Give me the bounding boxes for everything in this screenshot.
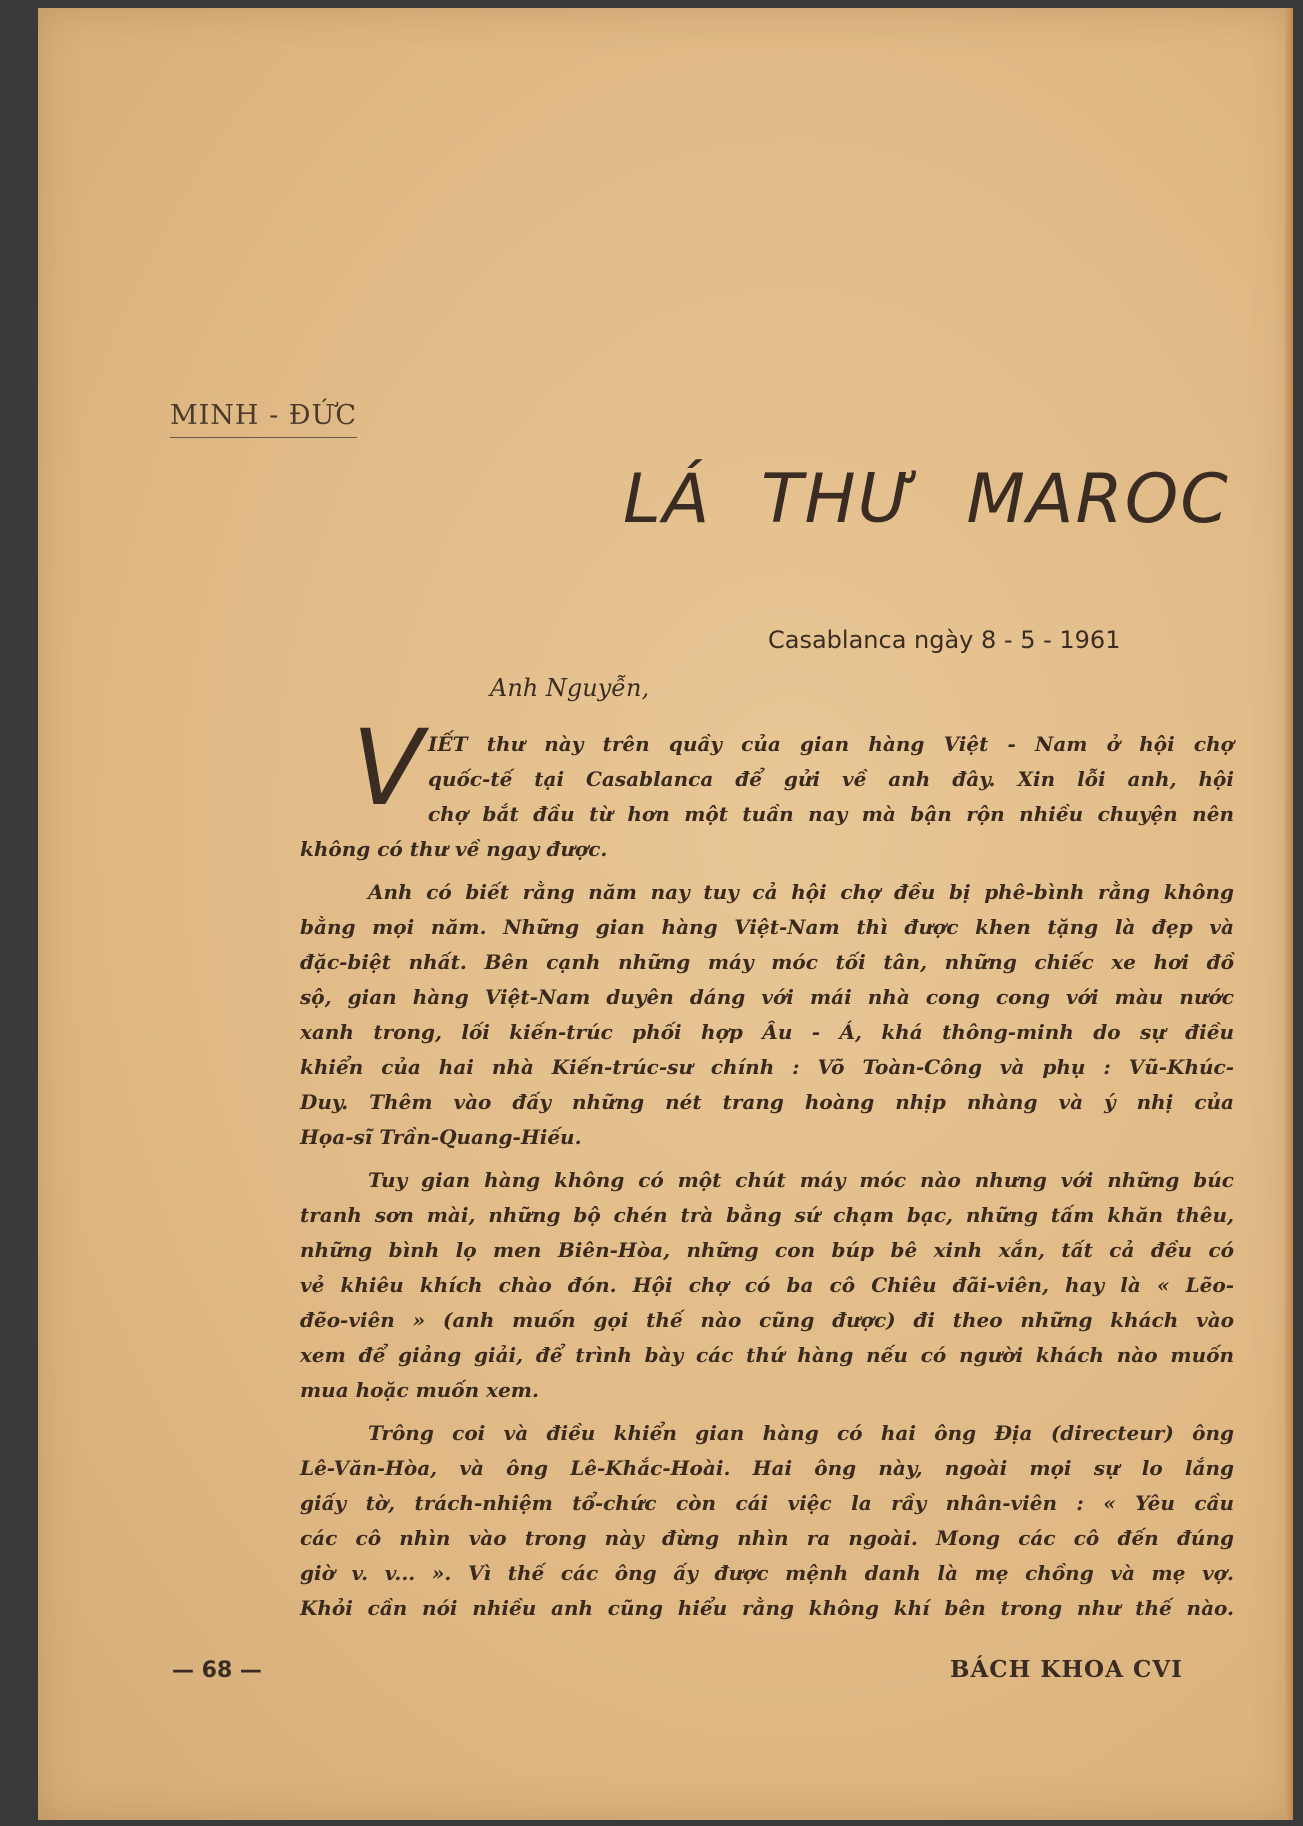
body-line: Tuy gian hàng không có một chút máy móc nào nhưng với những búc — [368, 1168, 1234, 1192]
body-line: Trông coi và điều khiển gian hàng có hai ông Địa (directeur) ông — [368, 1421, 1234, 1445]
article-title: LÁ THƯ MAROC — [623, 460, 1230, 539]
body-line: Họa-sĩ Trần-Quang-Hiếu. — [300, 1125, 582, 1149]
body-line: mua hoặc muốn xem. — [300, 1378, 539, 1402]
body-line: xanh trong, lối kiến-trúc phối hợp Âu - Á, khá thông-minh do sự điều — [300, 1020, 1234, 1044]
body-line: giờ v. v... ». Vì thế các ông ấy được mệnh danh là mẹ chồng và mẹ vợ. — [300, 1561, 1234, 1585]
body-line: khiển của hai nhà Kiến-trúc-sư chính : Võ Toàn-Công và phụ : Vũ-Khúc- — [300, 1055, 1234, 1079]
body-line: Duy. Thêm vào đấy những nét trang hoàng nhịp nhàng và ý nhị của — [300, 1090, 1234, 1114]
body-line: chợ bắt đầu từ hơn một tuần nay mà bận rộn nhiều chuyện nên — [428, 802, 1234, 826]
body-line: vẻ khiêu khích chào đón. Hội chợ có ba cô Chiêu đãi-viên, hay là « Lẽo- — [300, 1273, 1234, 1297]
salutation: Anh Nguyễn, — [490, 674, 650, 702]
body-line: đẽo-viên » (anh muốn gọi thế nào cũng được) đi theo những khách vào — [300, 1308, 1234, 1332]
page-edge — [1285, 8, 1293, 1820]
body-line: đặc-biệt nhất. Bên cạnh những máy móc tối tân, những chiếc xe hơi đồ — [300, 950, 1234, 974]
journal-name: BÁCH KHOA CVI — [950, 1656, 1183, 1683]
body-line: xem để giảng giải, để trình bày các thứ hàng nếu có người khách nào muốn — [300, 1343, 1234, 1367]
body-line: những bình lọ men Biên-Hòa, những con búp bê xinh xắn, tất cả đều có — [300, 1238, 1234, 1262]
author-byline: MINH - ĐỨC — [170, 400, 357, 438]
page-number: — 68 — — [172, 1658, 262, 1683]
body-line: bằng mọi năm. Những gian hàng Việt-Nam thì được khen tặng là đẹp và — [300, 915, 1234, 939]
magazine-page — [38, 8, 1293, 1820]
body-line: IẾT thư này trên quầy của gian hàng Việt - Nam ở hội chợ — [428, 732, 1234, 756]
body-line: không có thư về ngay được. — [300, 837, 608, 861]
body-line: Anh có biết rằng năm nay tuy cả hội chợ đều bị phê-bình rằng không — [368, 880, 1234, 904]
body-line: giấy tờ, trách-nhiệm tổ-chức còn cái việc la rầy nhân-viên : « Yêu cầu — [300, 1491, 1234, 1515]
body-line: sộ, gian hàng Việt-Nam duyên dáng với mái nhà cong cong với màu nước — [300, 985, 1234, 1009]
drop-cap: V — [352, 707, 424, 829]
body-line: Lê-Văn-Hòa, và ông Lê-Khắc-Hoài. Hai ông này, ngoài mọi sự lo lắng — [300, 1456, 1234, 1480]
body-line: quốc-tế tại Casablanca để gửi về anh đây. Xin lỗi anh, hội — [428, 767, 1234, 791]
body-line: các cô nhìn vào trong này đừng nhìn ra ngoài. Mong các cô đến đúng — [300, 1526, 1234, 1550]
body-line: Khỏi cần nói nhiều anh cũng hiểu rằng không khí bên trong như thế nào. — [300, 1596, 1234, 1620]
body-line: tranh sơn mài, những bộ chén trà bằng sứ chạm bạc, những tấm khăn thêu, — [300, 1203, 1234, 1227]
dateline: Casablanca ngày 8 - 5 - 1961 — [768, 626, 1121, 654]
